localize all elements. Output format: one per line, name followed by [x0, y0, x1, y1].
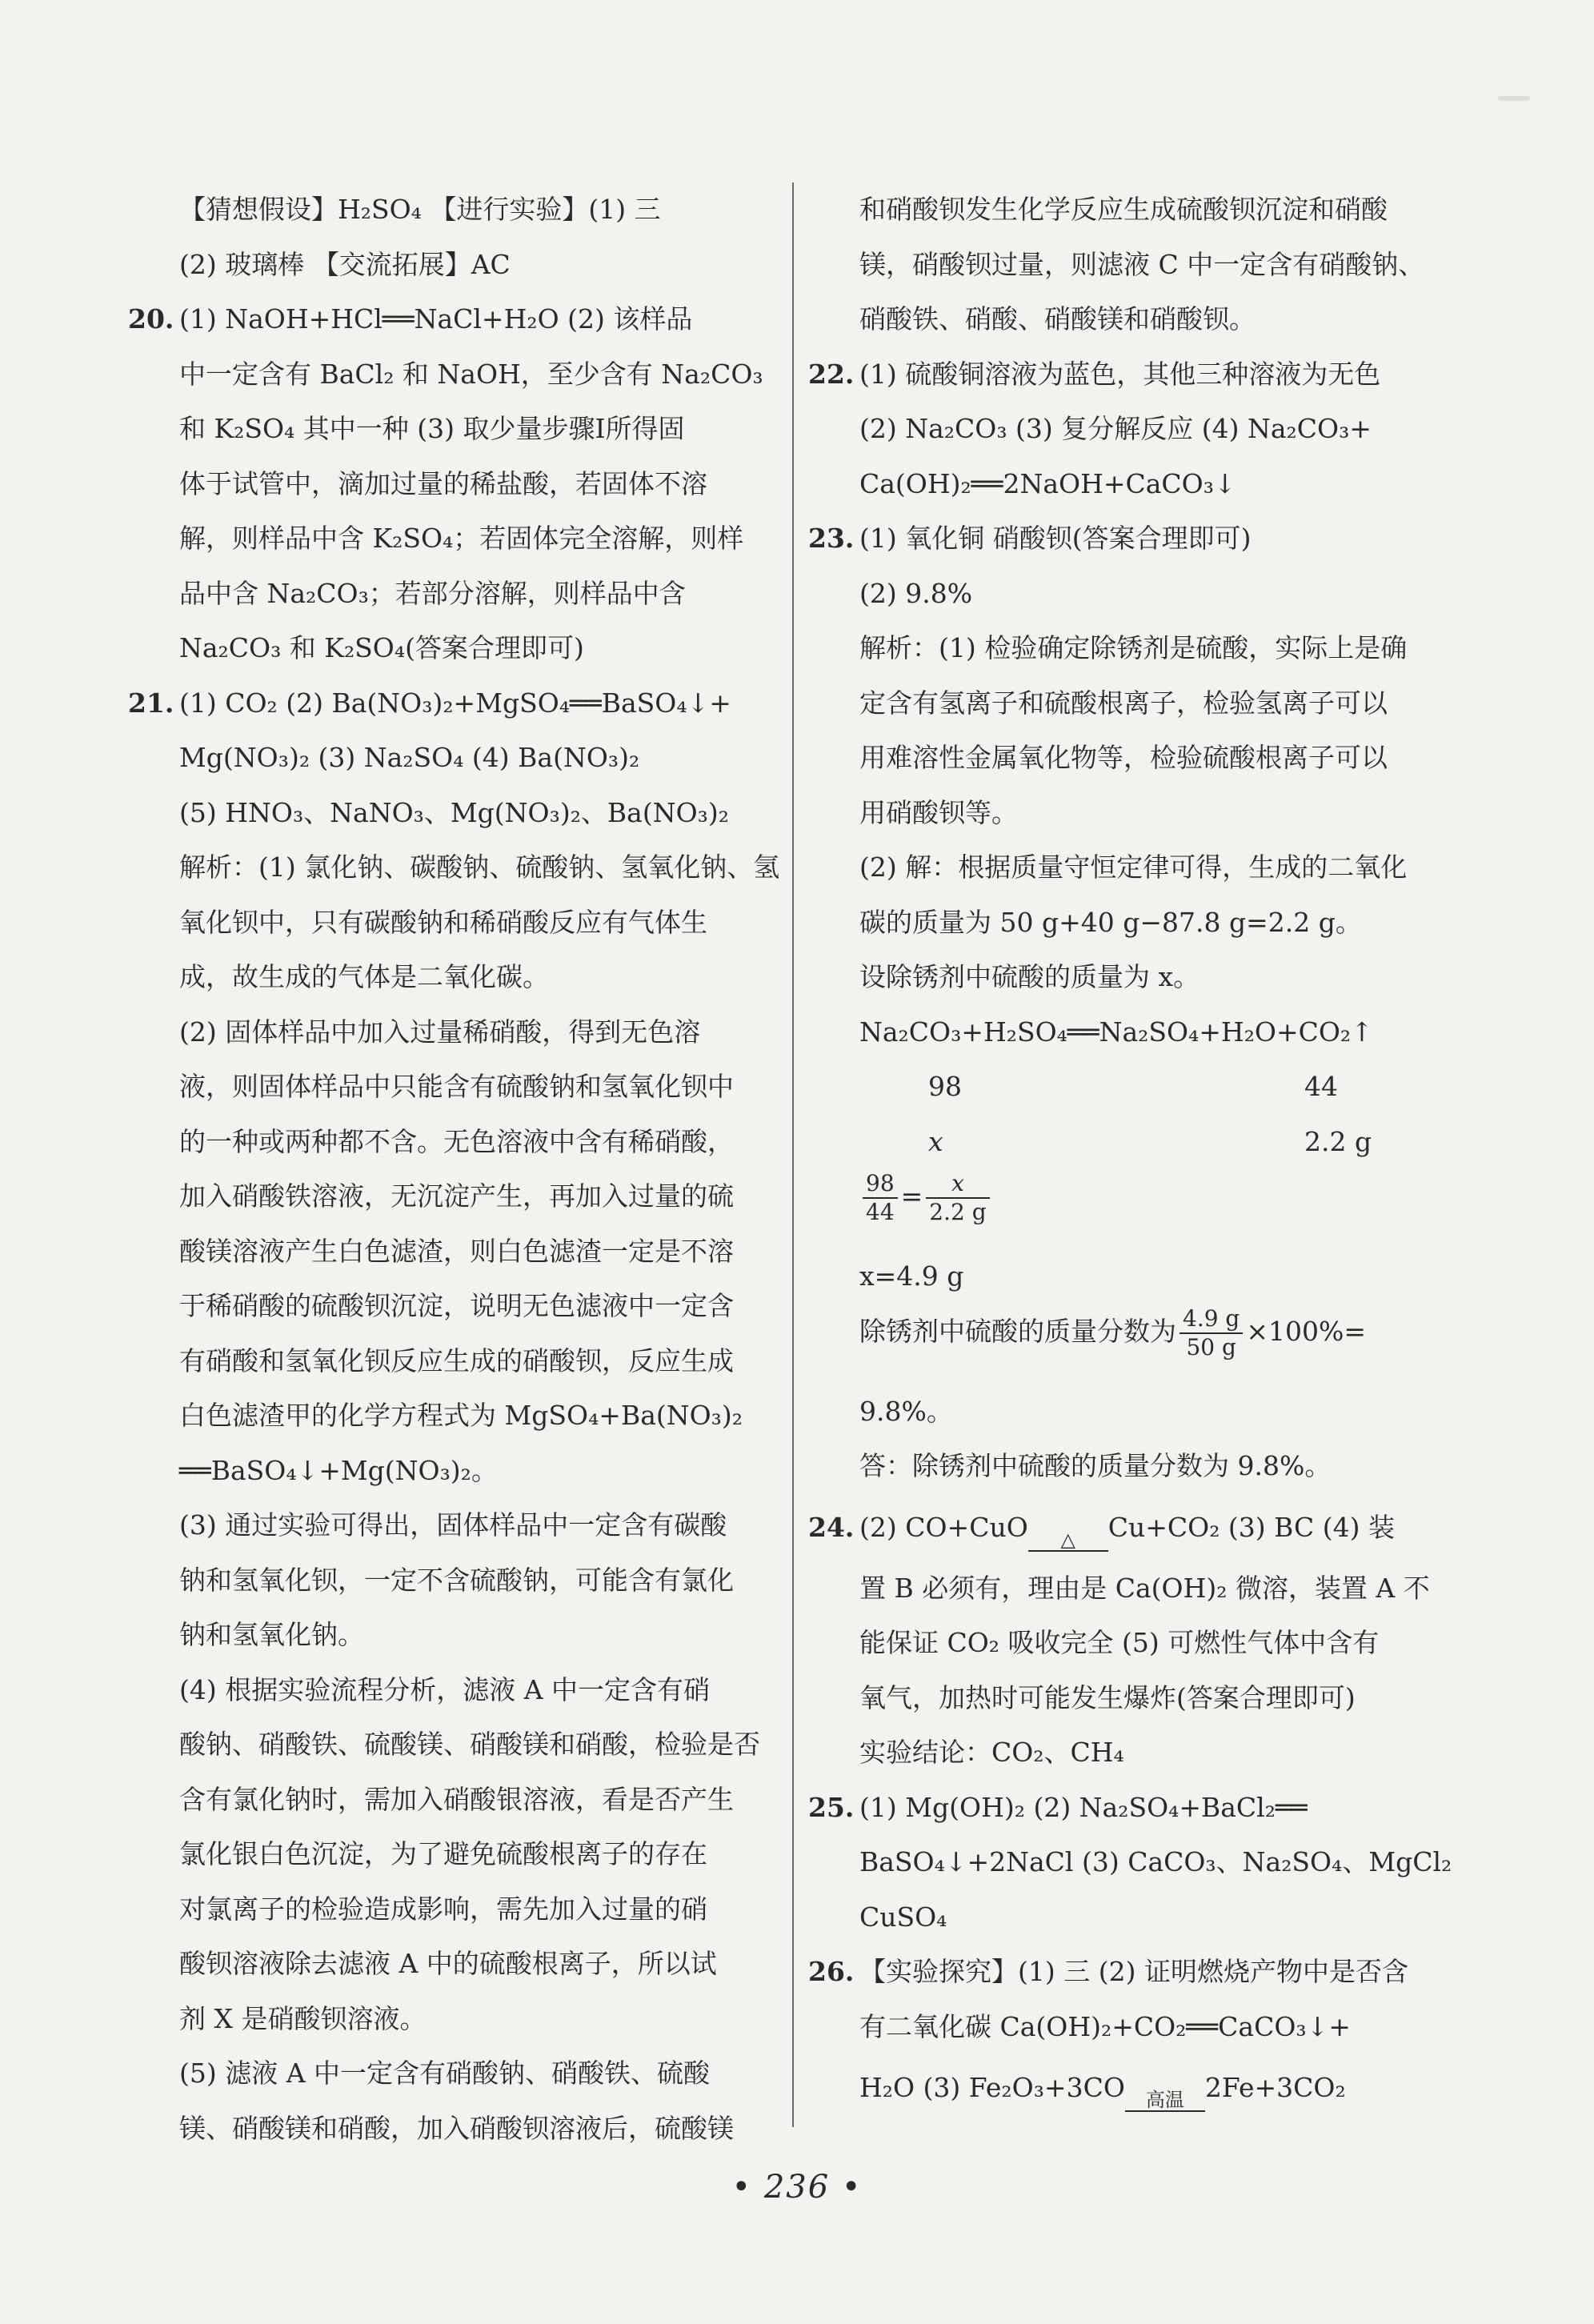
- text-line: 对氯离子的检验造成影响，需先加入过量的硝: [179, 1893, 707, 1925]
- text-line: (5) HNO₃、NaNO₃、Mg(NO₃)₂、Ba(NO₃)₂: [179, 796, 729, 828]
- question-number: 24.: [808, 1511, 855, 1543]
- text-line: 和硝酸钡发生化学反应生成硫酸钡沉淀和硝酸: [859, 194, 1388, 225]
- text-line: 置 B 必须有，理由是 Ca(OH)₂ 微溶，装置 A 不: [859, 1572, 1430, 1604]
- text-line: (2) 9.8%: [859, 577, 973, 609]
- question-21: [128, 676, 760, 731]
- percentage-fraction: [1179, 1305, 1243, 1361]
- text-line: CuSO₄: [859, 1901, 947, 1933]
- molar-mass-h2so4: 98: [928, 1071, 962, 1102]
- text-line: 解析：(1) 氯化钠、碳酸钠、硫酸钠、氢氧化钠、氢: [179, 851, 780, 883]
- question-22: [808, 347, 1440, 403]
- equation-line: [808, 2054, 1440, 2122]
- column-divider: [792, 182, 794, 2127]
- question-number: 22.: [808, 358, 855, 390]
- mass-row: [808, 1115, 1440, 1170]
- ratio-denominator: 44: [866, 1199, 895, 1225]
- text-line: 有硝酸和氢氧化钡反应生成的硝酸钡，反应生成: [179, 1344, 734, 1376]
- text-line: 用硝酸钡等。: [859, 796, 1018, 828]
- percentage-value: 9.8%。: [859, 1395, 953, 1427]
- text-line: 镁，硝酸钡过量，则滤液 C 中一定含有硝酸钠、: [859, 248, 1425, 280]
- text-line: 定含有氢离子和硫酸根离子，检验氢离子可以: [859, 687, 1388, 719]
- question-26: [808, 1945, 1440, 2000]
- equation-bar: [1125, 2110, 1205, 2122]
- text-line: 能保证 CO₂ 吸收完全 (5) 可燃性气体中含有: [859, 1627, 1380, 1658]
- percentage-suffix: ×100%=: [1246, 1315, 1367, 1347]
- ratio-left: [863, 1170, 898, 1226]
- text-line: Na₂CO₃ 和 K₂SO₄(答案合理即可): [179, 632, 584, 663]
- equation-products: Cu+CO₂ (3) BC (4) 装: [1107, 1511, 1395, 1543]
- question-20: [128, 292, 760, 347]
- text-line: 白色滤渣甲的化学方程式为 MgSO₄+Ba(NO₃)₂: [179, 1400, 743, 1431]
- question-number: 20.: [128, 303, 174, 335]
- text-line: (1) 硫酸铜溶液为蓝色，其他三种溶液为无色: [859, 358, 1381, 390]
- heat-condition: △: [1060, 1528, 1075, 1551]
- reaction-condition: [1028, 1529, 1108, 1561]
- text-line: 加入硝酸铁溶液，无沉淀产生，再加入过量的硫: [179, 1180, 734, 1212]
- left-column: [128, 182, 780, 2156]
- text-line: 碳的质量为 50 g+40 g−87.8 g=2.2 g。: [859, 906, 1362, 938]
- text-line: 硝酸铁、硝酸、硝酸镁和硝酸钡。: [859, 303, 1256, 335]
- text-line: 的一种或两种都不含。无色溶液中含有稀硝酸，: [179, 1125, 734, 1157]
- equation-reactants: H₂O (3) Fe₂O₃+3CO: [859, 2072, 1125, 2103]
- text-line: 【猜想假设】H₂SO₄ 【进行实验】(1) 三: [179, 194, 661, 225]
- text-line: (1) CO₂ (2) Ba(NO₃)₂+MgSO₄══BaSO₄↓+: [179, 687, 731, 719]
- ratio-right: [926, 1170, 989, 1226]
- text-line: (2) Na₂CO₃ (3) 复分解反应 (4) Na₂CO₃+: [859, 413, 1372, 444]
- question-number: 23.: [808, 523, 855, 554]
- equation-bar: [1028, 1550, 1108, 1561]
- text-line: 中一定含有 BaCl₂ 和 NaOH，至少含有 Na₂CO₃: [179, 358, 763, 390]
- scan-smudge: [1498, 96, 1530, 101]
- reaction-condition: [1125, 2090, 1205, 2122]
- question-number: 25.: [808, 1791, 855, 1823]
- text-line: (1) 氧化铜 硝酸钡(答案合理即可): [859, 523, 1252, 554]
- high-temp-condition: 高温: [1145, 2089, 1184, 2111]
- ratio-denominator: 2.2 g: [929, 1199, 987, 1225]
- text-line: 有二氧化碳 Ca(OH)₂+CO₂══CaCO₃↓+: [859, 2010, 1351, 2042]
- text-line: 氯化银白色沉淀，为了避免硫酸根离子的存在: [179, 1838, 707, 1869]
- text-line: (2) 解：根据质量守恒定律可得，生成的二氧化: [859, 851, 1408, 883]
- right-column: [808, 182, 1452, 2122]
- text-line: 酸镁溶液产生白色滤渣，则白色滤渣一定是不溶: [179, 1235, 734, 1267]
- equation-reactants: (2) CO+CuO: [859, 1511, 1028, 1543]
- text-line: 含有氯化钠时，需加入硝酸银溶液，看是否产生: [179, 1783, 734, 1815]
- text-line: 解析：(1) 检验确定除锈剂是硫酸，实际上是确: [859, 632, 1408, 663]
- text-line: (2) 固体样品中加入过量稀硝酸，得到无色溶: [179, 1016, 701, 1048]
- text-line: 成，故生成的气体是二氧化碳。: [179, 961, 549, 992]
- percentage-prefix: 除锈剂中硫酸的质量分数为: [859, 1315, 1176, 1347]
- ratio-line: $\frac{98}{44}$ = $\frac{x}{2.2 g}$: [808, 1169, 1440, 1249]
- text-line: 酸钡溶液除去滤液 A 中的硫酸根离子，所以试: [179, 1948, 717, 1979]
- text-line: 品中含 Na₂CO₃；若部分溶解，则样品中含: [179, 577, 686, 609]
- molar-mass-row: [808, 1060, 1440, 1115]
- text-line: (1) NaOH+HCl══NaCl+H₂O (2) 该样品: [179, 303, 693, 335]
- text-line: Ca(OH)₂══2NaOH+CaCO₃↓: [859, 467, 1236, 499]
- text-line: Mg(NO₃)₂ (3) Na₂SO₄ (4) Ba(NO₃)₂: [179, 742, 640, 773]
- text-line: 【实验探究】(1) 三 (2) 证明燃烧产物中是否含: [859, 1956, 1408, 1987]
- text-line: 氧气，加热时可能发生爆炸(答案合理即可): [859, 1681, 1356, 1713]
- question-number: 26.: [808, 1956, 855, 1987]
- text-line: 于稀硝酸的硫酸钡沉淀，说明无色滤液中一定含: [179, 1290, 734, 1321]
- text-line: 设除锈剂中硫酸的质量为 x。: [859, 961, 1200, 992]
- text-line: BaSO₄↓+2NaCl (3) CaCO₃、Na₂SO₄、MgCl₂: [859, 1846, 1452, 1877]
- text-line: 钠和氢氧化钡，一定不含硫酸钠，可能含有氯化: [179, 1564, 734, 1596]
- ratio-numerator: x: [926, 1170, 989, 1199]
- text-line: 解，则样品中含 K₂SO₄；若固体完全溶解，则样: [179, 523, 744, 554]
- text-line: 钠和氢氧化钠。: [179, 1619, 364, 1650]
- text-line: 氧化钡中，只有碳酸钠和稀硝酸反应有气体生: [179, 906, 707, 938]
- answer-line: 答：除锈剂中硫酸的质量分数为 9.8%。: [859, 1450, 1332, 1481]
- text-line: 和 K₂SO₄ 其中一种 (3) 取少量步骤Ⅰ所得固: [179, 413, 685, 444]
- text-line: 实验结论：CO₂、CH₄: [859, 1737, 1124, 1768]
- equation-line: Na₂CO₃+H₂SO₄══Na₂SO₄+H₂O+CO₂↑: [859, 1016, 1373, 1048]
- text-line: 镁、硝酸镁和硝酸，加入硝酸钡溶液后，硫酸镁: [179, 2112, 734, 2144]
- text-line: 液，则固体样品中只能含有硫酸钠和氢氧化钡中: [179, 1071, 734, 1102]
- mass-co2: 2.2 g: [1304, 1125, 1372, 1157]
- text-line: 用难溶性金属氧化物等，检验硫酸根离子可以: [859, 742, 1388, 773]
- text-line: (1) Mg(OH)₂ (2) Na₂SO₄+BaCl₂══: [859, 1791, 1308, 1823]
- page-number: • 236 •: [731, 2169, 863, 2206]
- question-23: [808, 511, 1440, 567]
- text-line: (5) 滤液 A 中一定含有硝酸钠、硝酸铁、硫酸: [179, 2058, 711, 2089]
- fraction-numerator: 4.9 g: [1179, 1305, 1243, 1334]
- ratio-numerator: 98: [863, 1170, 898, 1199]
- text-line: (3) 通过实验可得出，固体样品中一定含有碳酸: [179, 1509, 727, 1541]
- molar-mass-co2: 44: [1304, 1071, 1338, 1102]
- text-line: ══BaSO₄↓+Mg(NO₃)₂。: [179, 1454, 498, 1486]
- text-line: (4) 根据实验流程分析，滤液 A 中一定含有硝: [179, 1673, 711, 1705]
- equation-products: 2Fe+3CO₂: [1204, 2072, 1346, 2103]
- text-line: 剂 X 是硝酸钡溶液。: [179, 2002, 427, 2034]
- text-line: 酸钠、硝酸铁、硫酸镁、硝酸镁和硝酸，检验是否: [179, 1729, 760, 1760]
- percentage-line: [808, 1304, 1440, 1384]
- text-line: (2) 玻璃棒 【交流拓展】AC: [179, 248, 511, 280]
- question-24: [808, 1494, 1440, 1561]
- result-line: x=4.9 g: [859, 1260, 964, 1292]
- fraction-denominator: 50 g: [1186, 1333, 1236, 1360]
- mass-unknown: x: [928, 1125, 943, 1157]
- question-number: 21.: [128, 687, 174, 719]
- text-line: 体于试管中，滴加过量的稀盐酸，若固体不溶: [179, 467, 707, 499]
- question-25: [808, 1781, 1440, 1836]
